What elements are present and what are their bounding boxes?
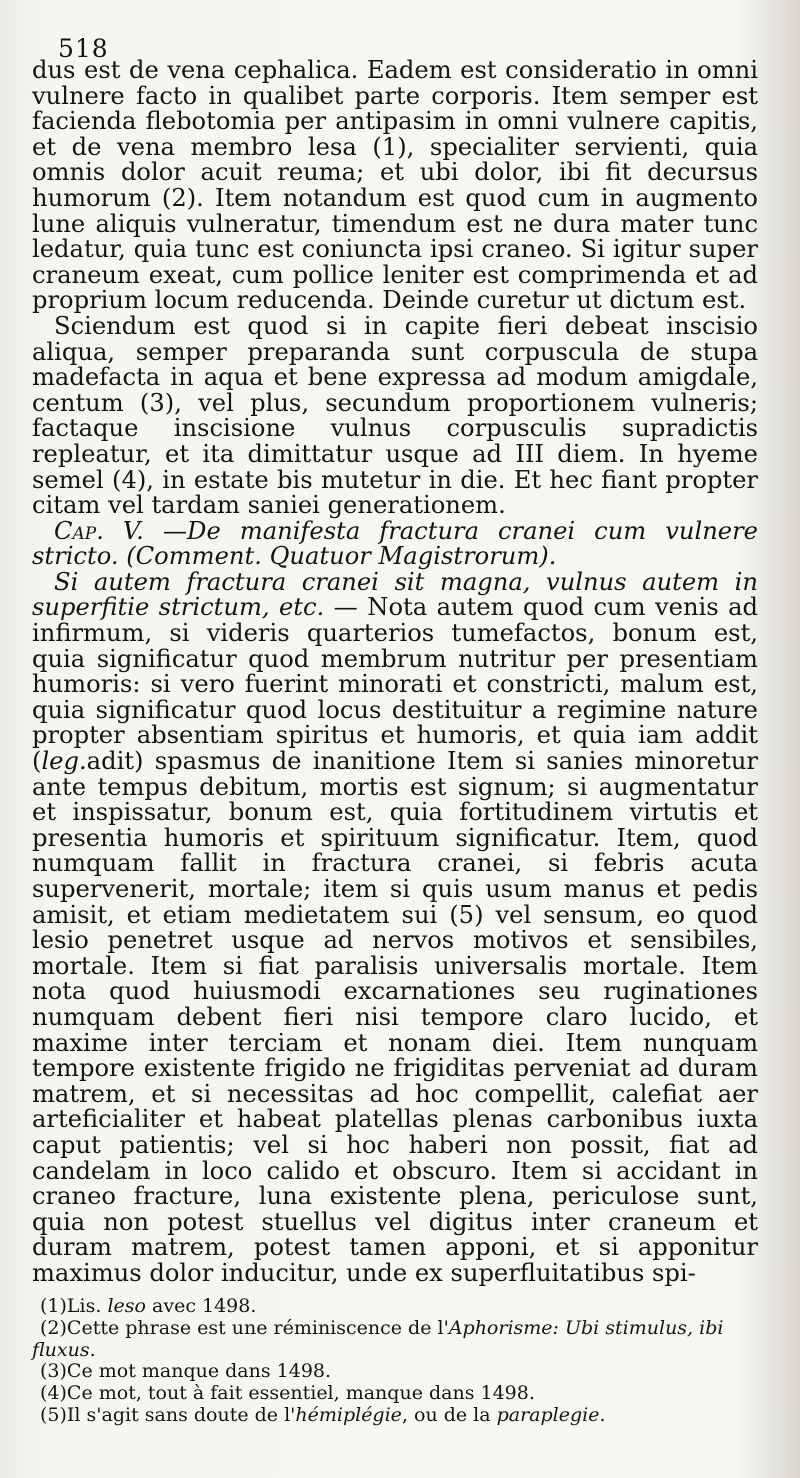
footnote-ref: (2): [40, 1316, 67, 1339]
footnote-5: [32, 1405, 752, 1427]
footnote-text-end: .: [599, 1403, 606, 1426]
lemma-quote: Si autem fractura cranei sit magna, vulnus autem in superfitie strictum, etc.: [32, 567, 758, 622]
paragraph-1: dus est de vena cephalica. Eadem est consideratio in omni vulnere facto in qualibet parte corporis. Item semper est facienda flebotomia per antipasim in omni vulnere capitis, et de vena membro lesa (1), specialiter servienti, quia omnis dolor acuit reuma; et ubi dolor, ibi fit decursus humorum (2). Item notandum est quod cum in augmento lune aliquis vulneratur, timendum est ne dura mater tunc ledatur, quia tunc est coniuncta ipsi craneo. Si igitur super craneum exeat, cum pollice leniter est comprimenda et ad proprium locum reducenda. Deinde curetur ut dictum est.: [32, 56, 758, 315]
footnote-3: [32, 1361, 752, 1383]
footnote-4: [32, 1383, 752, 1405]
footnote-text: Il s'agit sans doute de l': [66, 1403, 296, 1426]
chapter-title: —De manifesta fractura cranei cum vulnere stricto.: [32, 516, 758, 571]
footnote-em: hémiplégie: [295, 1403, 402, 1426]
footnote-em: Aphorisme: Ubi stimulus, ibi fluxus: [32, 1316, 724, 1361]
footnote-ref: (3): [40, 1360, 67, 1383]
main-text: [32, 58, 758, 1287]
footnote-text: Lis.: [66, 1295, 108, 1317]
lemma-paragraph: [32, 567, 758, 1287]
footnote-2: [32, 1318, 752, 1362]
footnotes: [32, 1296, 752, 1427]
footnote-text: Cette phrase est une réminiscence de l': [66, 1316, 449, 1339]
chapter-label: Cap. V.: [54, 516, 144, 545]
footnote-ref: (4): [40, 1382, 67, 1405]
footnote-ref: (1): [40, 1295, 67, 1317]
footnote-text-end: avec 1498.: [145, 1295, 257, 1317]
lemma-text-b: adit) spasmus de inanitione Item si sanies minoretur ante tempus debitum, mortis est signum; si augmentatur et inspissatur, bonum est, quia fortitudinem virtutis et presentia humoris et spirituum significatur. Item, quod numquam fallit in fractura cranei, si febris acuta supervenerit, mortale; item si quis usum manus et pedis amisit, et etiam medietatem sui (5) vel sensum, eo quod lesio penetret usque ad nervos motivos et sensibiles, mortale. Item si fiat paralisis universalis mortale. Item nota quod huiusmodi excarnationes seu ruginationes numquam debent fieri nisi tempore claro lucido, et maxime inter terciam et nonam diei. Item nunquam tempore existente frigido ne frigiditas perveniat ad duram matrem, et si necessitas ad hoc compellit, calefiat aer arteficialiter et habeat platellas plenas carbonibus iuxta caput patientis; vel si hoc haberi non possit, fiat ad candelam in loco calido et obscuro. Item si accidant in craneo fracture, luna existente plena, periculose sunt, quia non potest stuellus vel digitus inter craneum et duram matrem, potest tamen apponi, et si apponitur maximus dolor inducitur, unde ex superfluitatibus spi-: [32, 747, 758, 1287]
footnote-text: Ce mot, tout à fait essentiel, manque dans 1498.: [66, 1382, 535, 1405]
footnote-1: [32, 1296, 752, 1318]
lemma-text-a: — Nota autem quod cum venis ad infirmum, si videris quarterios tumefactos, bonum est, quia significatur quod membrum nutritur per presentiam humoris: si vero fuerint minorati et constricti, malum est, quia significatur quod locus destituitur a regimine nature propter absentiam spiritus et humoris, et quia iam addit (: [32, 593, 758, 776]
page-number: 518: [58, 34, 109, 63]
footnote-em: leso: [107, 1295, 146, 1317]
footnote-text-mid: , ou de la: [401, 1403, 497, 1426]
footnote-ref: (5): [40, 1403, 67, 1426]
paragraph-2: Sciendum est quod si in capite fieri debeat inscisio aliqua, semper preparanda sunt corpuscula de stupa madefacta in aqua et bene expressa ad modum amigdale, centum (3), vel plus, secundum proportionem vulneris; factaque inscisione vulnus corpusculis supradictis repleatur, et ita dimittatur usque ad III diem. In hyeme semel (4), in estate bis mutetur in die. Et hec fiant propter citam vel tardam saniei generationem.: [32, 311, 758, 520]
chapter-source: (Comment. Quatuor Magistrorum).: [126, 542, 557, 571]
lemma-leg: leg.: [41, 747, 87, 776]
footnote-text-end: .: [89, 1338, 96, 1361]
chapter-heading: [32, 516, 758, 571]
footnote-em-2: paraplegie: [496, 1403, 600, 1426]
footnote-text: Ce mot manque dans 1498.: [66, 1360, 332, 1383]
